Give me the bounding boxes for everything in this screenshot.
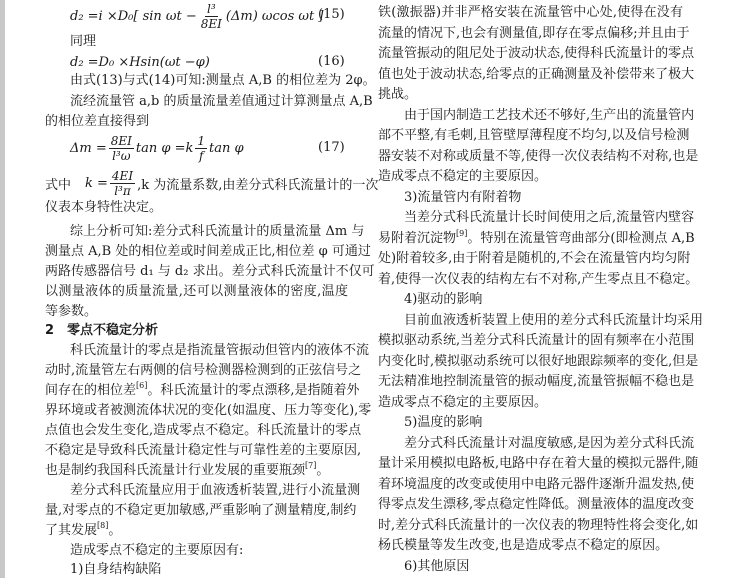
text-segment: 1)自身结构缺陷 — [70, 562, 162, 577]
text-segment: 4)驱动的影响 — [404, 292, 483, 307]
text-line — [45, 243, 371, 261]
text-segment: 了其发展 — [45, 523, 98, 538]
text-line — [378, 271, 699, 289]
text-segment: 差分式科氏流量应用于血液透析装置,进行小流量测 — [70, 483, 361, 498]
text-segment: 6)其他原因 — [404, 558, 470, 574]
text-line — [404, 107, 695, 125]
text-segment: 着环境温度的改变或使用中电路元器件逐渐升温发热,使 — [378, 476, 695, 492]
kdef-k: k = — [85, 175, 108, 191]
text-line — [45, 522, 121, 540]
text-line — [70, 223, 365, 241]
text-segment: 由式(13)与式(14)可知:测量点 A,B 的相位差为 2φ。 — [70, 73, 376, 88]
text-segment: 同理 — [70, 34, 97, 49]
text-segment: 差分式科氏流量计对温度敏感,是因为差分式科氏流 — [404, 435, 695, 451]
text-line — [45, 263, 375, 281]
text-segment: 测量点 A,B 处的相位差或时间差成正比,相位差 φ 可通过 — [45, 244, 371, 259]
text-line — [378, 250, 691, 268]
equation-15 — [70, 2, 323, 30]
text-line — [378, 332, 695, 350]
citation-ref: [8] — [97, 521, 109, 530]
text-segment: 。科氏流量计的零点漂移,是指随着外 — [147, 383, 360, 398]
text-segment: 得零点发生漂移,零点稳定性降低。测量液体的温度改变 — [378, 497, 695, 512]
equation-number-16: (16) — [318, 54, 345, 69]
text-segment: 流量管振动的阻尼处于波动状态,使得科氏流量计的零点 — [378, 46, 695, 61]
text-segment: 动时,流量管左右两侧的信号检测器检测到的正弦信号之 — [45, 363, 362, 378]
text-line — [404, 189, 521, 207]
eq17-f2-numerator: 1 — [197, 133, 206, 148]
text-segment: 造成零点不稳定的主要原因。 — [378, 394, 548, 410]
text-segment: 不稳定是导致科氏流量计稳定性与可靠性差的主要原因, — [45, 443, 362, 458]
text-line — [45, 113, 149, 131]
text-line — [404, 312, 704, 330]
kdef-numerator: 4EI — [111, 168, 134, 183]
text-line — [378, 127, 690, 145]
kdef-denominator: l³π — [114, 183, 131, 198]
text-segment: 由于国内制造工艺技术还不够好,生产出的流量管内 — [404, 107, 695, 123]
text-segment: 两路传感器信号 d₁ 与 d₂ 求出。差分式科氏流量计不仅可 — [45, 264, 375, 279]
eq15-fraction — [199, 2, 224, 31]
text-segment: 造成零点不稳定的主要原因。 — [378, 169, 548, 184]
text-line — [70, 33, 96, 51]
text-line — [378, 353, 699, 371]
text-segment: 量,对零点的不稳定更加敏感,严重影响了测量精度,制约 — [45, 503, 357, 518]
text-segment: 也是制约我国科氏流量计行业发展的重要瓶颈 — [45, 463, 306, 478]
text-segment: 内变化时,模拟驱动系统可以很好地跟踪频率的变化,但是 — [378, 353, 699, 369]
text-segment: 铁(激振器)并非严格安装在流量管中心处,使得在没有 — [378, 5, 683, 20]
eq17-fraction-1 — [109, 134, 134, 163]
citation-ref: [9] — [456, 228, 468, 238]
text-line — [404, 209, 695, 227]
text-line — [378, 537, 668, 555]
text-line — [378, 168, 547, 186]
page-edge — [0, 0, 5, 578]
text-segment: 当差分式科氏流量计长时间使用之后,流量管内壁容 — [404, 210, 695, 225]
text-line — [70, 93, 373, 111]
text-segment: 挑战。 — [378, 87, 418, 102]
kdef-suffix: ,k 为流量系数,由差分式科氏流量计的一次 — [137, 177, 379, 193]
equation-number-17: (17) — [318, 140, 345, 155]
text-segment: 界环境或者被测流体状况的变化(如温度、压力等变化),零 — [45, 403, 372, 418]
eq17-f2-denominator: f — [198, 148, 204, 163]
text-segment: 模拟驱动系统,当差分式科氏流量计的固有频率在小范围 — [378, 333, 695, 348]
section-heading — [45, 322, 158, 340]
text-segment: 杨氏模量等发生改变,也是造成零点不稳定的原因。 — [378, 538, 669, 553]
text-line — [378, 228, 695, 248]
text-segment: 器安装不对称或质量不等,使得一次仪表结构不对称,也是 — [378, 148, 699, 164]
kdef-prefix: 式中 — [45, 177, 72, 193]
eq15-lhs: d₂ =i ×D₀[ sin ωt − — [70, 8, 197, 24]
text-line — [378, 373, 695, 391]
text-segment: 目前血液透析装置上使用的差分式科氏流量计均采用 — [404, 312, 704, 328]
text-segment: 量计采用模拟电路板,电路中存在着大量的模拟元器件,随 — [378, 456, 699, 471]
text-line — [378, 476, 695, 494]
text-segment: 等参数。 — [45, 304, 98, 319]
eq15-rest: (Δm) ωcos ωt ] — [225, 8, 324, 24]
text-line — [378, 394, 547, 412]
text-line — [45, 422, 362, 440]
eq17-f1-numerator: 8EI — [110, 133, 132, 148]
k-definition — [45, 168, 378, 198]
text-line — [70, 72, 376, 90]
text-segment: 时,差分式科氏流量计的一次仪表的物理特性将会变化,如 — [378, 517, 699, 533]
text-segment: 。 — [316, 463, 330, 478]
text-line — [378, 4, 683, 22]
text-segment: 流经流量管 a,b 的质量流量差值通过计算测量点 A,B — [70, 94, 373, 109]
text-segment: 科氏流量计的零点是指流量管振动但管内的液体不流 — [70, 343, 370, 358]
text-segment: 值也处于波动状态,给零点的正确测量及补偿带来了极大 — [378, 66, 695, 82]
text-line — [404, 291, 482, 309]
eq15-denominator: 8EI — [200, 16, 222, 31]
equation-17 — [70, 133, 244, 163]
citation-ref: [7] — [305, 461, 317, 470]
eq15-numerator: l³ — [207, 1, 216, 16]
text-line — [378, 45, 695, 63]
text-segment: 无法精准地控制流量管的振动幅度,流量管振幅不稳也是 — [378, 374, 695, 389]
text-segment: 造成零点不稳定的主要原因有: — [70, 543, 244, 558]
text-segment: 的相位差直接得到 — [45, 114, 150, 129]
text-line — [70, 342, 370, 360]
text-line — [378, 148, 699, 166]
text-segment: 处)附着较多,由于附着是随机的,不会在流量管内均匀附 — [378, 251, 691, 266]
text-segment: 5)温度的影响 — [404, 415, 483, 430]
eq17-f1-denominator: l³ω — [112, 148, 131, 163]
text-segment: 综上分析可知:差分式科氏流量计的质量流量 Δm 与 — [70, 224, 365, 239]
text-line — [45, 381, 360, 400]
text-line — [378, 86, 417, 104]
text-segment: 。特别在流量管弯曲部分(即检测点 A,B — [467, 230, 695, 246]
text-segment: 点值也会发生变化,造成零点不稳定。科氏流量计的零点 — [45, 423, 362, 438]
eq16-text: d₂ =D₀ ×Hsin(ωt −φ) — [70, 54, 210, 70]
text-segment: 。 — [108, 523, 122, 538]
text-line — [45, 283, 348, 301]
eq17-mid: tan φ =k — [135, 140, 194, 156]
text-line — [378, 66, 695, 84]
equation-number-15: (15) — [318, 7, 345, 22]
text-segment: 2 零点不稳定分析 — [45, 323, 159, 338]
text-line — [45, 442, 362, 460]
equation-16 — [70, 53, 210, 71]
text-segment: 仪表本身特性决定。 — [45, 200, 163, 215]
text-segment: 部不平整,有毛刺,且管壁厚薄程度不均匀,以及信号检测 — [378, 128, 690, 143]
text-segment: 易附着沉淀物 — [378, 230, 457, 246]
text-line — [70, 482, 361, 500]
kdef-fraction — [110, 169, 135, 198]
text-segment: 着,使得一次仪表的结构左右不对称,产生零点且不稳定。 — [378, 271, 699, 287]
text-line — [378, 517, 699, 535]
text-line — [45, 402, 372, 420]
citation-ref: [6] — [136, 381, 148, 390]
text-line — [70, 561, 161, 579]
text-segment: 流量的情况下,也会有测量值,即存在零点偏移;并且由于 — [378, 25, 690, 41]
text-segment: 以测量液体的质量流量,还可以测量液体的密度,温度 — [45, 284, 348, 299]
eq17-end: tan φ — [209, 140, 244, 156]
text-line — [45, 462, 329, 480]
text-line — [404, 414, 482, 432]
text-line — [70, 542, 243, 560]
text-line — [404, 435, 695, 453]
text-line — [378, 25, 690, 43]
text-line — [45, 502, 357, 520]
text-line — [378, 496, 695, 514]
text-line — [45, 303, 97, 321]
text-line — [404, 558, 469, 576]
text-segment: 间存在的相位差 — [45, 383, 137, 398]
eq17-fraction-2 — [195, 134, 207, 163]
eq17-lhs: Δm = — [70, 140, 107, 156]
text-segment: 3)流量管内有附着物 — [404, 189, 522, 205]
text-line — [45, 362, 362, 380]
text-line — [378, 455, 699, 473]
text-line — [45, 199, 162, 217]
